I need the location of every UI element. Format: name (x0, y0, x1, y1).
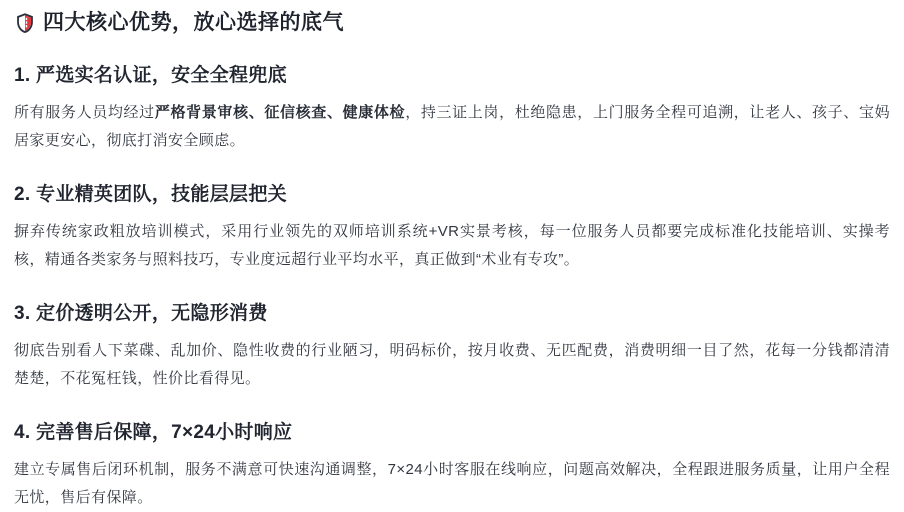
section-1-paragraph (14, 99, 890, 155)
paragraph-text: 摒弃传统家政粗放培训模式，采用行业领先的双师培训系统+VR实景考核，每一位服务人员都要完成标准化技能培训、实操考核，精通各类家务与照料技巧，专业度远超行业平均水平，真正做到“术业有专攻”。 (14, 223, 890, 268)
section-after-sales-support (14, 420, 890, 512)
paragraph-text: 建立专属售后闭环机制，服务不满意可快速沟通调整，7×24小时客服在线响应，问题高效解决，全程跟进服务质量，让用户全程无忧，售后有保障。 (14, 461, 890, 506)
page-title (14, 10, 890, 36)
section-4-paragraph (14, 456, 890, 512)
paragraph-text: ，持三证上岗，杜绝隐患，上门服务全程可追溯，让老人、孩子、宝妈居家更安心，彻底打消安全顾虑。 (14, 104, 890, 149)
paragraph-bold-text: 严格背景审核、征信核查、健康体检 (154, 104, 406, 121)
section-real-name-verification (14, 63, 890, 155)
section-1-heading: 1. 严选实名认证，安全全程兜底 (14, 65, 287, 86)
section-3-paragraph (14, 337, 890, 393)
section-3-heading: 3. 定价透明公开，无隐形消费 (14, 303, 268, 324)
section-4-heading: 4. 完善售后保障，7×24小时响应 (14, 422, 293, 443)
paragraph-text: 所有服务人员均经过 (14, 104, 155, 121)
section-2-heading: 2. 专业精英团队，技能层层把关 (14, 184, 287, 205)
page-title-text: 四大核心优势，放心选择的底气 (43, 11, 344, 34)
section-transparent-pricing (14, 301, 890, 393)
paragraph-text: 彻底告别看人下菜碟、乱加价、隐性收费的行业陋习，明码标价，按月收费、无匹配费，消费明细一目了然，花每一分钱都清清楚楚，不花冤枉钱，性价比看得见。 (14, 342, 890, 387)
shield-icon (14, 11, 36, 35)
section-2-paragraph (14, 218, 890, 274)
section-professional-team (14, 182, 890, 274)
